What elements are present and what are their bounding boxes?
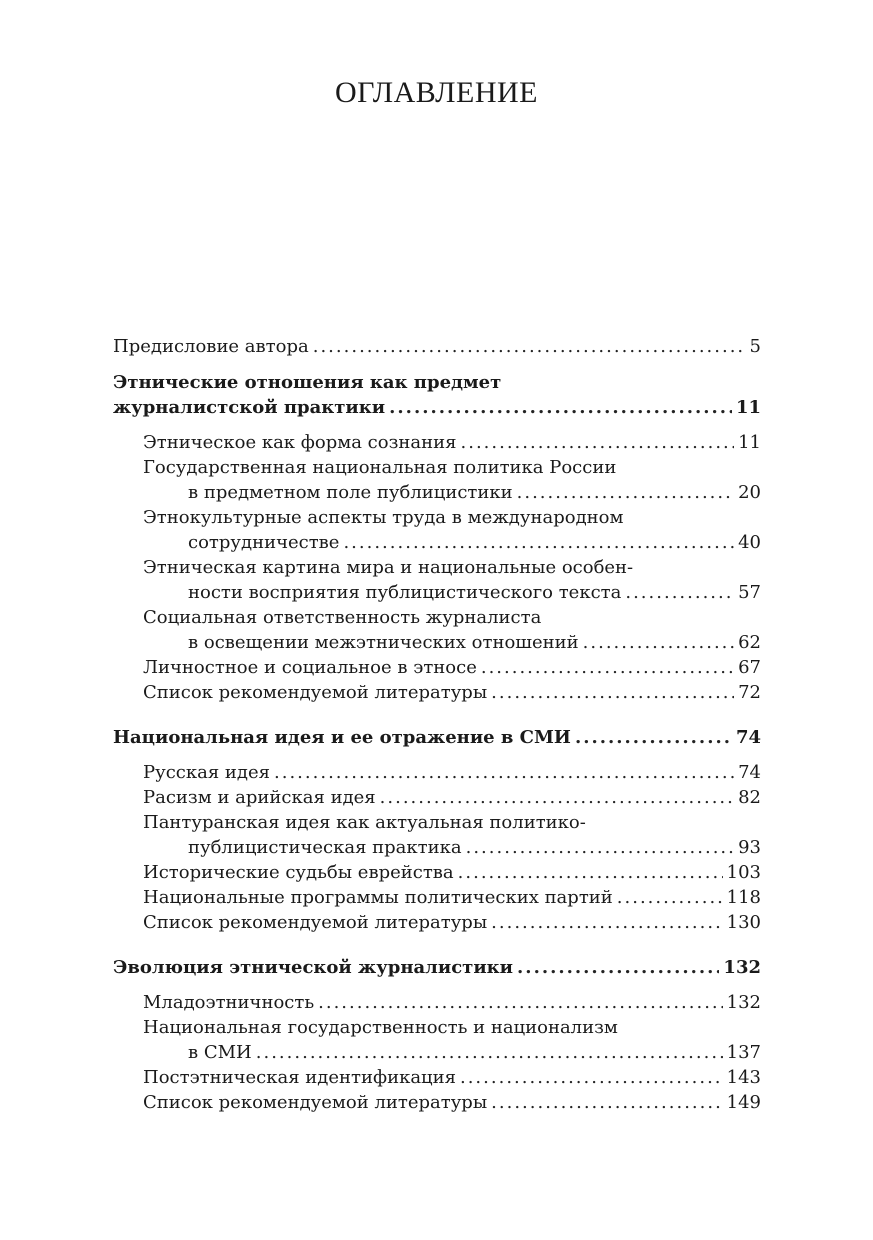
toc-entry-title: Постэтническая идентификация: [143, 1067, 456, 1088]
toc-entry-title: Этническое как форма сознания: [143, 432, 457, 453]
toc-page-number: 132: [726, 992, 761, 1013]
toc-entry-title: в СМИ: [188, 1042, 252, 1063]
toc-entry[interactable]: [113, 835, 761, 860]
toc-entry[interactable]: [113, 1090, 761, 1115]
toc-entry-title: журналистской практики: [113, 397, 386, 418]
leader-dots: [491, 910, 722, 935]
toc-entry-title: Список рекомендуемой литературы: [143, 1092, 488, 1113]
toc-entry[interactable]: [113, 430, 761, 455]
leader-dots: [458, 860, 723, 885]
toc-entry-title: Личностное и социальное в этносе: [143, 657, 477, 678]
leader-dots: [343, 530, 734, 555]
toc-page-number: 11: [738, 432, 761, 453]
toc-page-number: 103: [726, 862, 761, 883]
toc-entry[interactable]: [113, 680, 761, 705]
leader-dots: [575, 725, 732, 750]
toc-entry-title: ности восприятия публицистического текста: [188, 582, 622, 603]
leader-dots: [460, 1065, 723, 1090]
toc-page-number: 118: [726, 887, 761, 908]
toc-page-number: 67: [738, 657, 761, 678]
toc-entry[interactable]: [113, 630, 761, 655]
toc-entry-title: в предметном поле публицистики: [188, 482, 513, 503]
toc-entry[interactable]: [113, 530, 761, 555]
toc-entry[interactable]: [113, 760, 761, 785]
toc-page-number: 93: [738, 837, 761, 858]
leader-dots: [583, 630, 734, 655]
toc-entry-title: Эволюция этнической журналистики: [113, 957, 514, 978]
toc-entry[interactable]: [113, 1040, 761, 1065]
toc-entry-title: Список рекомендуемой литературы: [143, 912, 488, 933]
toc-entry-title: Список рекомендуемой литературы: [143, 682, 488, 703]
toc-page-number: 20: [738, 482, 761, 503]
leader-dots: [256, 1040, 723, 1065]
toc-entry[interactable]: [113, 655, 761, 680]
toc-entry-line1[interactable]: Социальная ответственность журналиста: [143, 607, 542, 628]
toc-entry-title: сотрудничестве: [188, 532, 340, 553]
toc-entry-line1[interactable]: Этническая картина мира и национальные особен-: [143, 557, 634, 578]
toc-page-number: 143: [726, 1067, 761, 1088]
toc-part-2-heading[interactable]: [113, 725, 761, 750]
toc-page-number: 5: [749, 336, 761, 357]
toc-page-number: 137: [726, 1042, 761, 1063]
toc-page-number: 149: [726, 1092, 761, 1113]
toc-entry-line1[interactable]: Национальная государственность и национализм: [143, 1017, 618, 1038]
toc-entry[interactable]: [113, 910, 761, 935]
toc-entry-title: Младоэтничность: [143, 992, 315, 1013]
toc-entry[interactable]: [113, 1065, 761, 1090]
toc-entry[interactable]: [113, 580, 761, 605]
toc-page-number: 62: [738, 632, 761, 653]
toc-entry-title: в освещении межэтнических отношений: [188, 632, 579, 653]
toc-page-number: 74: [735, 727, 761, 748]
table-of-contents: [113, 334, 761, 1115]
leader-dots: [318, 990, 723, 1015]
toc-entry-title: Национальная идея и ее отражение в СМИ: [113, 727, 571, 748]
toc-entry-line1[interactable]: Этнокультурные аспекты труда в международном: [143, 507, 624, 528]
leader-dots: [617, 885, 723, 910]
toc-part-1-heading[interactable]: [113, 395, 761, 420]
toc-entry-preface[interactable]: [113, 334, 761, 359]
toc-entry-line1[interactable]: Государственная национальная политика России: [143, 457, 617, 478]
leader-dots: [491, 1090, 722, 1115]
toc-entry-title: Национальные программы политических партий: [143, 887, 613, 908]
toc-entry[interactable]: [113, 885, 761, 910]
leader-dots: [380, 785, 734, 810]
leader-dots: [491, 680, 734, 705]
leader-dots: [461, 430, 735, 455]
toc-entry[interactable]: [113, 990, 761, 1015]
toc-entry[interactable]: [113, 480, 761, 505]
toc-page-number: 132: [723, 957, 761, 978]
toc-page-number: 130: [726, 912, 761, 933]
leader-dots: [274, 760, 734, 785]
leader-dots: [481, 655, 734, 680]
toc-entry-title: Русская идея: [143, 762, 271, 783]
toc-part-1-heading-line1[interactable]: Этнические отношения как предмет: [113, 372, 502, 393]
leader-dots: [517, 955, 719, 980]
leader-dots: [313, 334, 746, 359]
page-title: ОГЛАВЛЕНИЕ: [335, 76, 538, 109]
toc-page-number: 82: [738, 787, 761, 808]
toc-part-3-heading[interactable]: [113, 955, 761, 980]
leader-dots: [625, 580, 734, 605]
leader-dots: [517, 480, 734, 505]
toc-entry-title: Расизм и арийская идея: [143, 787, 376, 808]
toc-page-number: 40: [738, 532, 761, 553]
toc-entry-title: публицистическая практика: [188, 837, 462, 858]
toc-entry-title: Исторические судьбы еврейства: [143, 862, 454, 883]
toc-entry-title: Предисловие автора: [113, 336, 309, 357]
toc-entry[interactable]: [113, 860, 761, 885]
leader-dots: [466, 835, 734, 860]
toc-entry[interactable]: [113, 785, 761, 810]
toc-page-number: 57: [738, 582, 761, 603]
leader-dots: [389, 395, 732, 420]
toc-page-number: 74: [738, 762, 761, 783]
toc-page-number: 72: [738, 682, 761, 703]
toc-page-number: 11: [735, 397, 761, 418]
toc-entry-line1[interactable]: Пантуранская идея как актуальная политико-: [143, 812, 586, 833]
